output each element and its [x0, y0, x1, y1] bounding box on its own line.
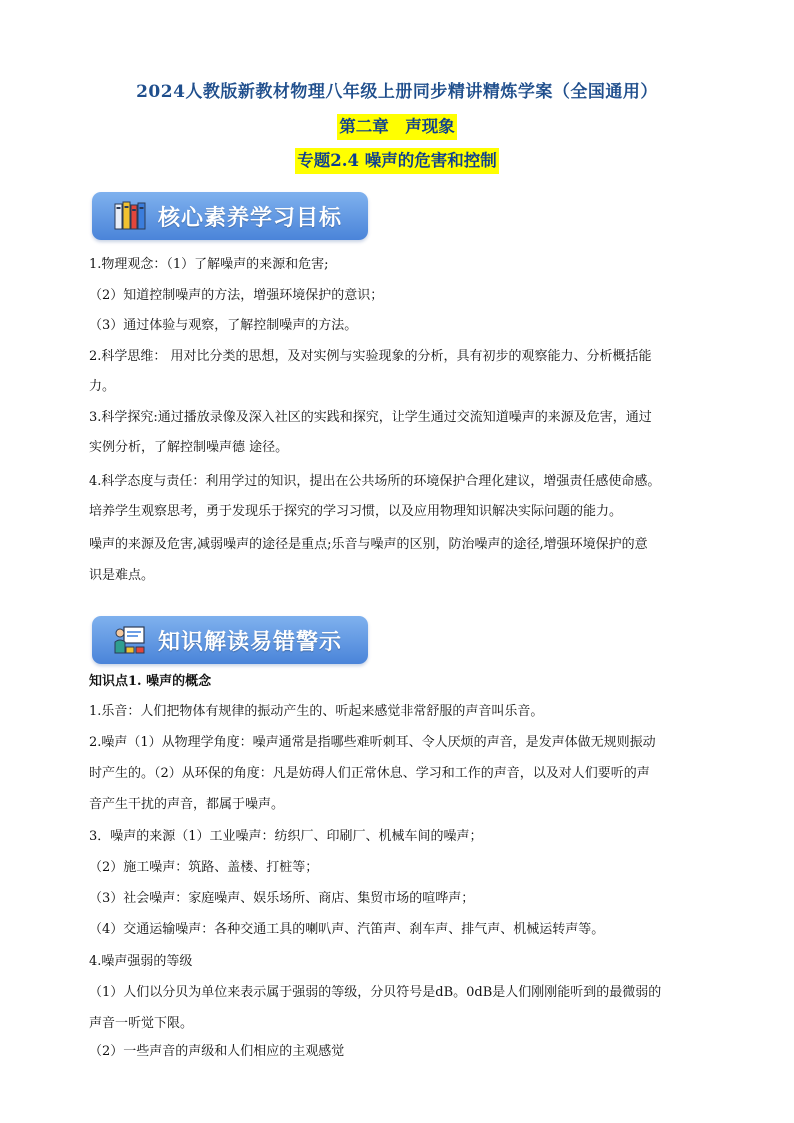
topic-heading-row: [0, 148, 794, 174]
knowledge-line-4: 音产生干扰的声音，都属于噪声。: [89, 797, 285, 812]
topic-heading: 专题2.4 噪声的危害和控制: [295, 148, 498, 174]
knowledge-line-7: （3）社会噪声：家庭噪声、娱乐场所、商店、集贸市场的喧哗声；: [89, 891, 475, 906]
knowledge-line-8: （4）交通运输噪声：各种交通工具的喇叭声、汽笛声、刹车声、排气声、机械运转声等。: [89, 922, 605, 937]
knowledge-line-10: （1）人们以分贝为单位来表示属于强弱的等级，分贝符号是dB。0dB是人们刚刚能听到的最微弱的: [89, 985, 662, 1000]
teacher-board-icon: [114, 625, 146, 655]
chapter-heading: 第二章 声现象: [337, 114, 457, 140]
section-banner-knowledge: [92, 616, 368, 664]
section-banner-learning-goals: [92, 192, 368, 240]
goal-line-4: 2.科学思维： 用对比分类的思想，及对实例与实验现象的分析，具有初步的观察能力、分析概括能: [89, 349, 652, 364]
goal-line-7: 实例分析，了解控制噪声德 途径。: [89, 440, 289, 455]
books-icon: [114, 201, 146, 231]
goal-line-3: （3）通过体验与观察，了解控制噪声的方法。: [89, 318, 358, 333]
knowledge-line-1: 1.乐音：人们把物体有规律的振动产生的、听起来感觉非常舒服的声音叫乐音。: [89, 704, 544, 719]
knowledge-line-3: 时产生的。（2）从环保的角度：凡是妨碍人们正常休息、学习和工作的声音，以及对人们要听的声: [89, 766, 650, 781]
knowledge-line-11: 声音一听觉下限。: [89, 1016, 194, 1031]
goal-line-1: 1.物理观念：（1）了解噪声的来源和危害;: [89, 257, 329, 272]
knowledge-line-5: 3．噪声的来源（1）工业噪声：纺织厂、印刷厂、机械车间的噪声；: [89, 829, 483, 844]
knowledge-line-6: （2）施工噪声：筑路、盖楼、打桩等；: [89, 860, 319, 875]
section-banner-label: 知识解读易错警示: [158, 630, 343, 655]
knowledge-line-2: 2.噪声（1）从物理学角度：噪声通常是指哪些难听刺耳、令人厌烦的声音，是发声体做无规则振动: [89, 735, 656, 750]
goal-line-6: 3.科学探究:通过播放录像及深入社区的实践和探究，让学生通过交流知道噪声的来源及危害，通过: [89, 410, 652, 425]
knowledge-line-12: （2）一些声音的声级和人们相应的主观感觉: [89, 1044, 345, 1059]
goal-line-8: 4.科学态度与责任：利用学过的知识，提出在公共场所的环境保护合理化建议，增强责任感使命感。: [89, 474, 661, 489]
chapter-heading-row: [0, 114, 794, 140]
goal-line-10: 噪声的来源及危害,减弱噪声的途径是重点;乐音与噪声的区别，防治噪声的途径,增强环境保护的意: [89, 537, 648, 552]
section-banner-label: 核心素养学习目标: [158, 206, 343, 231]
goal-line-2: （2）知道控制噪声的方法，增强环境保护的意识；: [89, 288, 384, 303]
document-title: 2024人教版新教材物理八年级上册同步精讲精炼学案（全国通用）: [136, 82, 658, 102]
goal-line-9: 培养学生观察思考，勇于发现乐于探究的学习习惯，以及应用物理知识解决实际问题的能力。: [89, 504, 623, 519]
goal-line-11: 识是难点。: [89, 568, 155, 583]
knowledge-line-9: 4.噪声强弱的等级: [89, 954, 193, 969]
knowledge-point-heading: 知识点1. 噪声的概念: [89, 674, 212, 689]
goal-line-5: 力。: [89, 379, 116, 394]
